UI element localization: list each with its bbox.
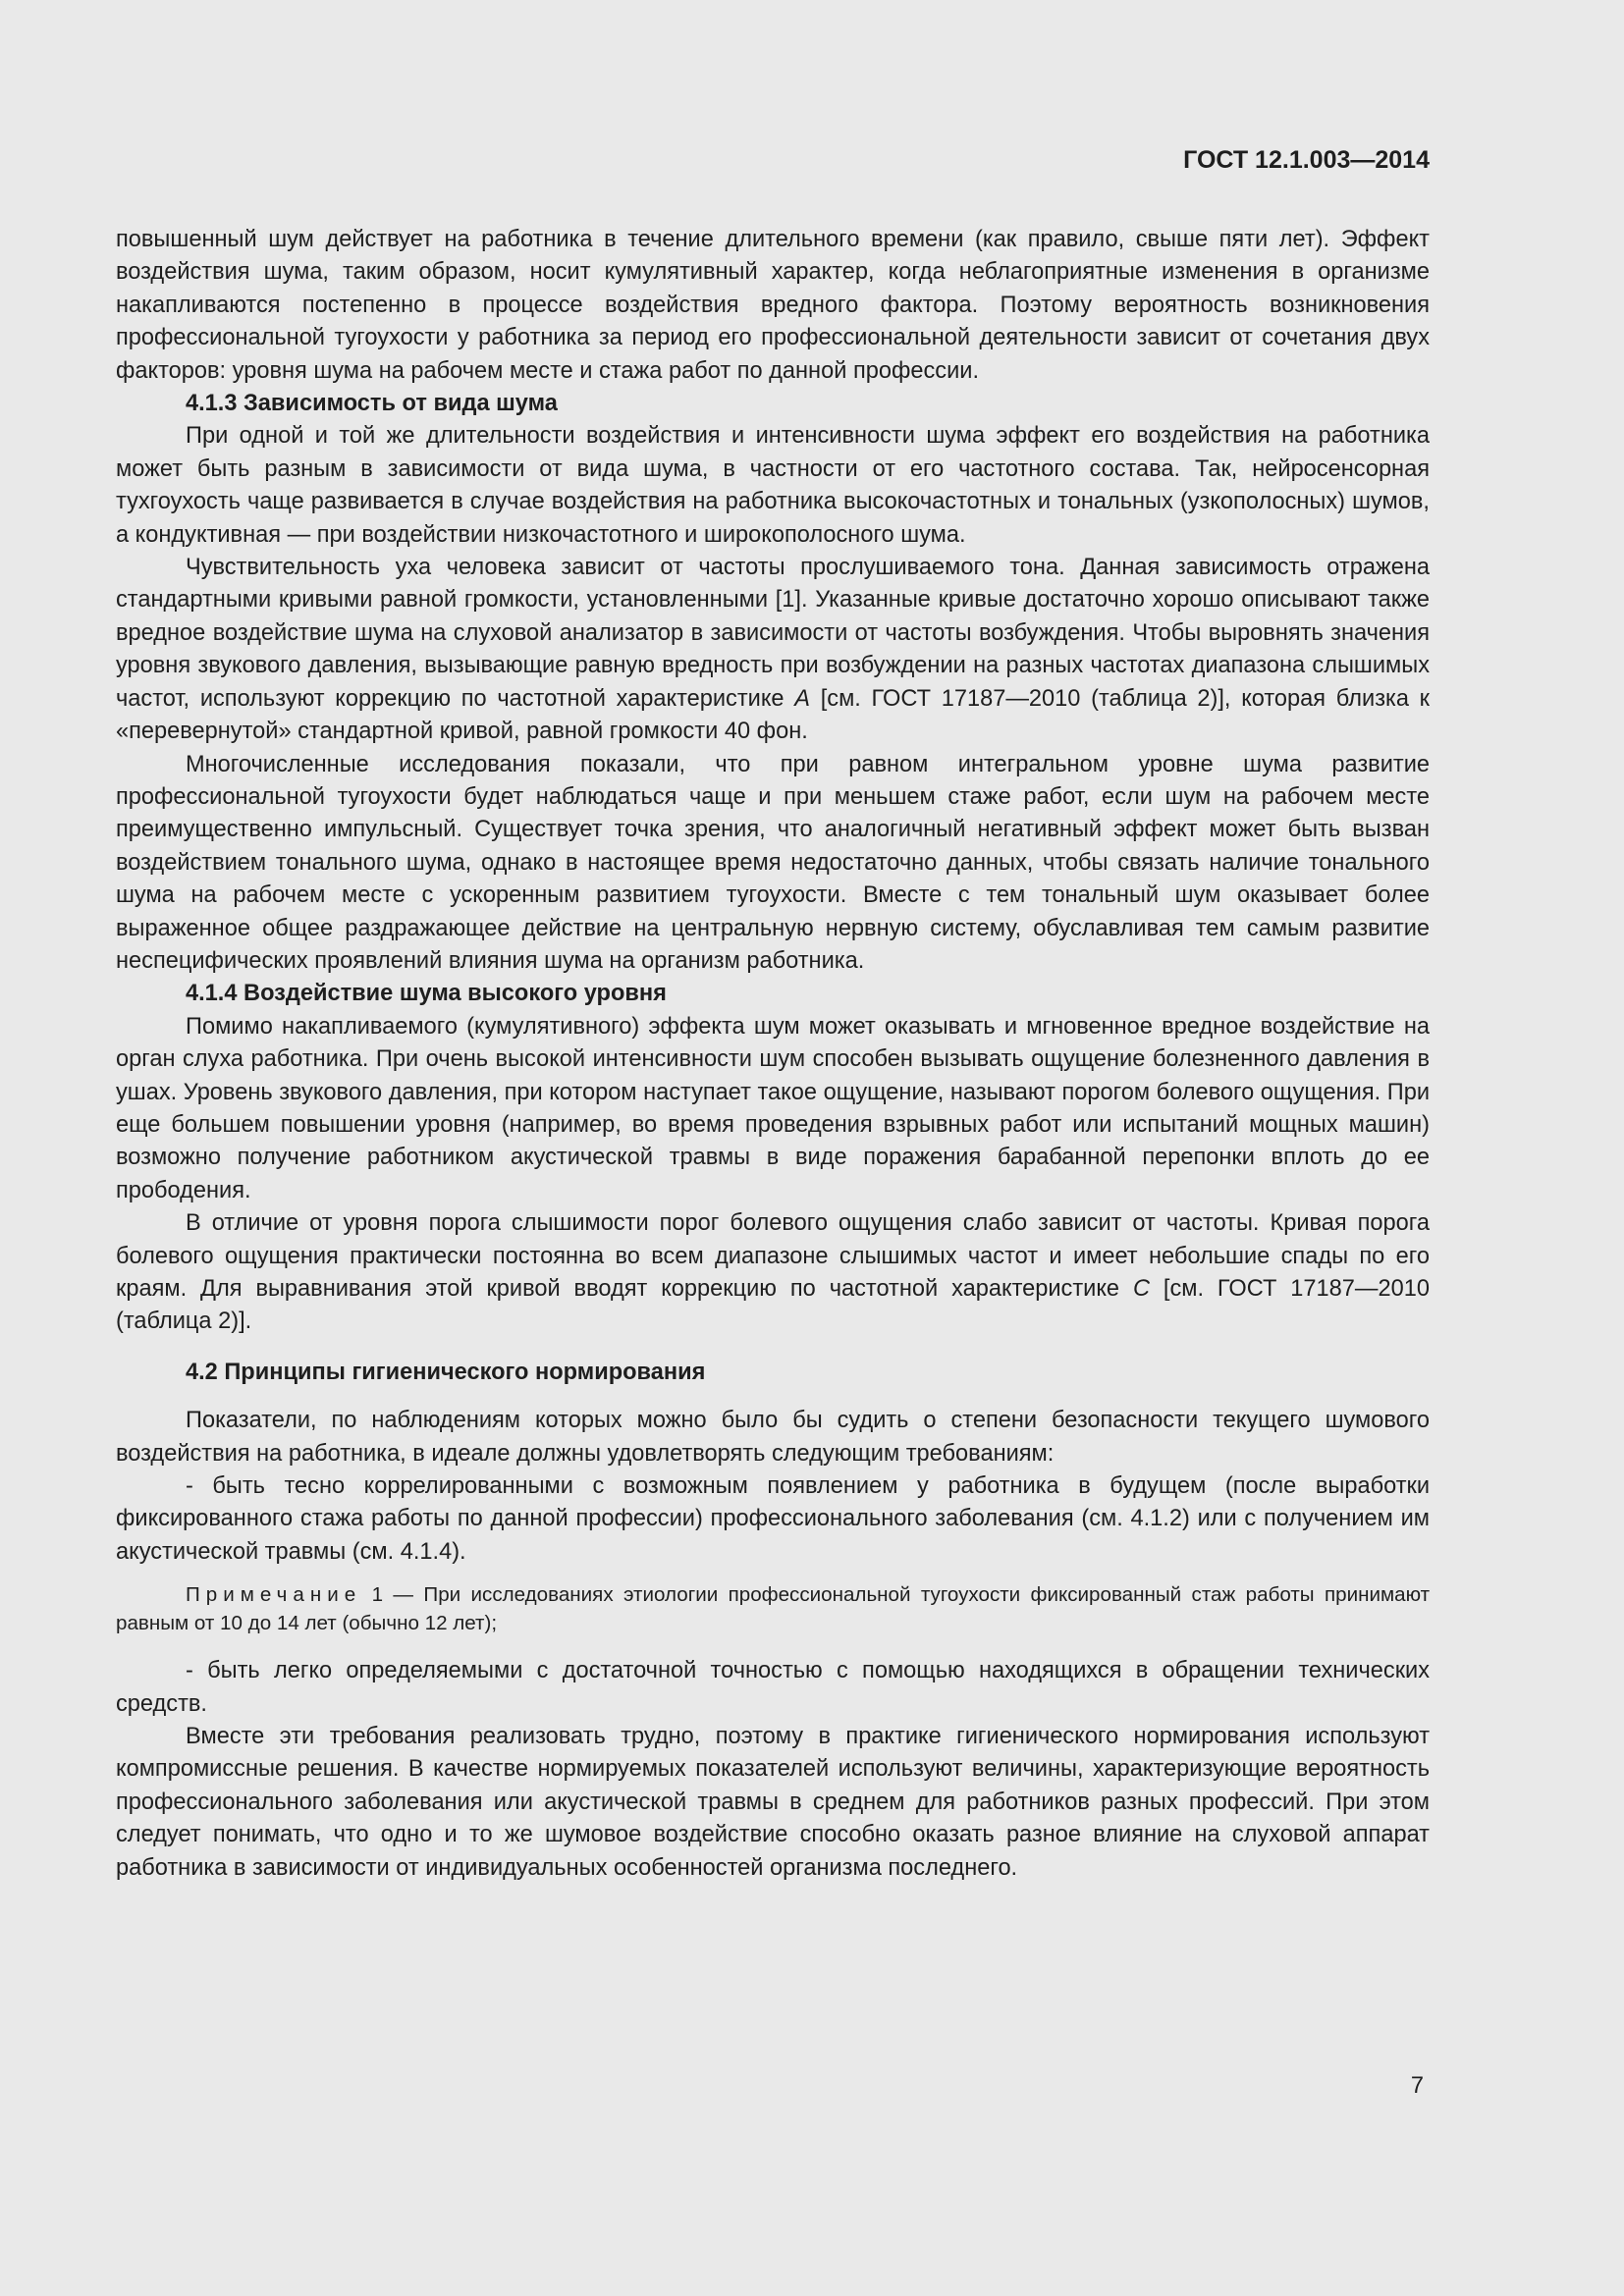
- variable-c: C: [1132, 1276, 1150, 1302]
- paragraph-4-1-3-2: [116, 552, 1430, 748]
- paragraph-text: В отличие от уровня порога слышимости порог болевого ощущения слабо зависит от частоты. Кривая порога болевого ощущения практически постоянна во всем диапазоне слышимых частот и имеет небольшие спады по его краям. Для выравнивания этой кривой вводят коррекцию по частотной характеристике: [116, 1210, 1430, 1302]
- paragraph-text: [см. ГОСТ 17187—2010 (таблица 2)].: [116, 1276, 1430, 1335]
- note-label: Примечание: [186, 1583, 362, 1607]
- paragraph-4-1-4-1: Помимо накапливаемого (кумулятивного) эффекта шум может оказывать и мгновенное вредное воздействие на орган слуха работника. При очень высокой интенсивности шум способен вызывать ощущение болезненного давления в ушах. Уровень звукового давления, при котором наступает такое ощущение, называют порогом болевого ощущения. При еще большем повышении уровня (например, во время проведения взрывных работ или испытаний мощных машин) возможно получение работником акустической травмы в виде поражения барабанной перепонки вплоть до ее прободения.: [116, 1013, 1430, 1203]
- paragraph-text: [см. ГОСТ 17187—2010 (таблица 2)], которая близка к «перевернутой» стандартной кривой, равной громкости 40 фон.: [116, 685, 1431, 745]
- paragraph-4-2-4: Вместе эти требования реализовать трудно, поэтому в практике гигиенического нормирования используют компромиссные решения. В качестве нормируемых показателей используют величины, характеризующие вероятность профессионального заболевания или акустической травмы в среднем для работников разных профессий. При этом следует понимать, что одно и то же шумовое воздействие способно оказать разное влияние на слуховой аппарат работника в зависимости от индивидуальных особенностей организма последнего.: [116, 1724, 1430, 1881]
- document-body: [116, 224, 1430, 1885]
- paragraph-intro: повышенный шум действует на работника в течение длительного времени (как правило, свыше пяти лет). Эффект воздействия шума, таким образом, носит кумулятивный характер, когда неблагоприятные изменения в организме накапливаются постепенно в процессе воздействия вредного фактора. Поэтому вероятность возникновения профессиональной тугоухости у работника за период его профессиональной деятельности зависит от сочетания двух факторов: уровня шума на рабочем месте и стажа работ по данной профессии.: [116, 227, 1430, 384]
- page-number: 7: [1410, 2073, 1424, 2099]
- paragraph-text: Чувствительность уха человека зависит от частоты прослушиваемого тона. Данная зависимость отражена стандартными кривыми равной громкости, установленными [1]. Указанные кривые достаточно хорошо описывают также вредное воздействие шума на слуховой анализатор в зависимости от частоты возбуждения. Чтобы выровнять значения уровня звукового давления, вызывающие равную вредность при возбуждении на разных частотах диапазона слышимых частот, используют коррекцию по частотной характеристике: [116, 555, 1430, 712]
- heading-4-1-3: 4.1.3 Зависимость от вида шума: [186, 391, 558, 417]
- note-1: [116, 1580, 1430, 1637]
- document-header: ГОСТ 12.1.003—2014: [1183, 146, 1430, 174]
- paragraph-4-1-3-1: При одной и той же длительности воздействия и интенсивности шума эффект его воздействия на работника может быть разным в зависимости от вида шума, в частности от его частотного состава. Так, нейросенсорная тухгоухость чаще развивается в случае воздействия на работника высокочастотных и тональных (узкополосных) шумов, а кондуктивная — при воздействии низкочастотного и широкополосного шума.: [116, 423, 1430, 548]
- heading-4-2: 4.2 Принципы гигиенического нормирования: [186, 1359, 706, 1385]
- paragraph-4-2-bullet-2: - быть легко определяемыми с достаточной точностью с помощью находящихся в обращении технических средств.: [116, 1658, 1430, 1717]
- variable-a: A: [794, 685, 810, 712]
- paragraph-4-1-3-3: Многочисленные исследования показали, что при равном интегральном уровне шума развитие профессиональной тугоухости будет наблюдаться чаще и при меньшем стаже работ, если шум на рабочем месте преимущественно импульсный. Существует точка зрения, что аналогичный негативный эффект может быть вызван воздействием тонального шума, однако в настоящее время недостаточно данных, чтобы связать наличие тонального шума на рабочем месте с ускоренным развитием тугоухости. Вместе с тем тональный шум оказывает более выраженное общее раздражающее действие на центральную нервную систему, обуславливая тем самым развитие неспецифических проявлений влияния шума на организм работника.: [116, 751, 1430, 974]
- paragraph-4-2-bullet-1: - быть тесно коррелированными с возможным появлением у работника в будущем (после выработки фиксированного стажа работы по данной профессии) профессионального заболевания (см. 4.1.2) или с получением им акустической травмы (см. 4.1.4).: [116, 1473, 1430, 1565]
- paragraph-4-1-4-2: [116, 1207, 1430, 1339]
- note-text: 1 — При исследованиях этиологии профессиональной тугоухости фиксированный стаж работы принимают равным от 10 до 14 лет (обычно 12 лет);: [116, 1583, 1430, 1635]
- heading-4-1-4: 4.1.4 Воздействие шума высокого уровня: [186, 981, 667, 1007]
- paragraph-4-2-1: Показатели, по наблюдениям которых можно было бы судить о степени безопасности текущего шумового воздействия на работника, в идеале должны удовлетворять следующим требованиям:: [116, 1408, 1430, 1467]
